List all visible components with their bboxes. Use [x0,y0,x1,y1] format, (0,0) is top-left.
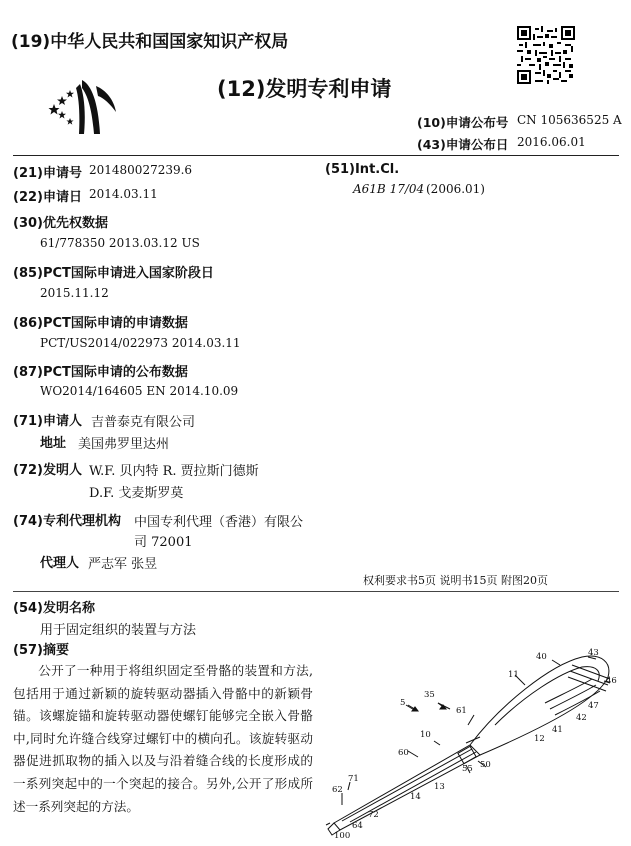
agency-label: (74)专利代理机构 [13,514,121,529]
cnipa-logo [46,76,118,136]
publication-number: CN 105636525 A [517,113,622,127]
application-date: 2014.03.11 [89,187,158,201]
label-50: 50 [480,760,491,770]
page-counts: 权利要求书5页 说明书15页 附图20页 [363,574,548,587]
label-47: 47 [588,701,599,711]
label-40: 40 [536,652,547,662]
agency-line-1: 中国专利代理（香港）有限公 [134,515,304,530]
header-divider [13,155,619,156]
priority-label: (30)优先权数据 [13,216,108,231]
inventor-label: (72)发明人 [13,463,82,478]
pct-publication-label: (87)PCT国际申请的公布数据 [13,365,188,380]
label-64: 64 [352,821,363,831]
agents: 严志军 张昱 [88,557,158,572]
invention-title: 用于固定组织的装置与方法 [40,623,197,638]
label-10: 10 [420,730,431,740]
label-12: 12 [534,734,545,744]
priority-data: 61/778350 2013.03.12 US [40,236,200,250]
pct-entry-label: (85)PCT国际申请进入国家阶段日 [13,266,214,281]
label-42: 42 [576,713,587,723]
inventors-line-1: W.F. 贝内特 R. 贾拉斯门德斯 [89,464,259,479]
label-55: 55 [462,764,473,774]
ipc-label: (51)Int.Cl. [325,162,400,177]
label-41: 41 [552,725,563,735]
label-71: 71 [348,774,359,784]
address: 美国弗罗里达州 [78,437,170,452]
label-61: 61 [456,706,467,716]
pct-application-label: (86)PCT国际申请的申请数据 [13,316,188,331]
abstract-paragraph: 公开了一种用于将组织固定至骨骼的装置和方法,包括用于通过新颖的旋转驱动器插入骨骼中的新颖骨锚。该螺旋锚和旋转驱动器使螺钉能够完全嵌入骨骼中,同时允许缝合线穿过螺钉中的横向孔。该旋转驱动器促进抓取物的插入以及与沿着缝合线的长度形成的一系列突起中的一个突起的接合。另外,公开了形成所述一系列突起的方法。 [13,663,313,814]
publication-date: 2016.06.01 [517,135,586,149]
qr-code [517,26,575,84]
label-72: 72 [368,810,379,820]
label-60: 60 [398,748,409,758]
inventors-line-2: D.F. 戈麦斯罗莫 [89,486,184,501]
device-drawing [320,645,620,840]
application-number: 201480027239.6 [89,163,193,177]
label-35: 35 [424,690,435,700]
label-14: 14 [410,792,421,802]
title-label: (54)发明名称 [13,601,95,616]
issuing-authority: (19)中华人民共和国国家知识产权局 [11,32,289,52]
publication-date-label: (43)申请公布日 [417,137,509,152]
ipc-class: A61B 17/04 [353,182,425,196]
abstract-text [13,660,313,818]
label-43: 43 [588,648,599,658]
ipc-version: (2006.01) [426,182,485,196]
agent-label: 代理人 [40,556,80,571]
label-46: 46 [606,676,617,686]
applicant: 吉普泰克有限公司 [91,415,196,430]
label-100: 100 [334,831,351,840]
application-number-label: (21)申请号 [13,166,82,181]
label-11: 11 [508,670,519,680]
publication-number-label: (10)申请公布号 [417,115,509,130]
pct-application-data: PCT/US2014/022973 2014.03.11 [40,336,241,350]
document-type: (12)发明专利申请 [217,77,392,101]
biblio-divider [13,591,619,592]
label-62: 62 [332,785,343,795]
applicant-label: (71)申请人 [13,414,82,429]
agency-line-2: 司 72001 [134,535,193,550]
application-date-label: (22)申请日 [13,190,82,205]
pct-publication-data: WO2014/164605 EN 2014.10.09 [40,384,239,398]
label-5: 5 [400,698,406,708]
pct-entry-date: 2015.11.12 [40,286,109,300]
address-label: 地址 [40,436,67,451]
abstract-label: (57)摘要 [13,643,69,658]
label-13: 13 [434,782,445,792]
